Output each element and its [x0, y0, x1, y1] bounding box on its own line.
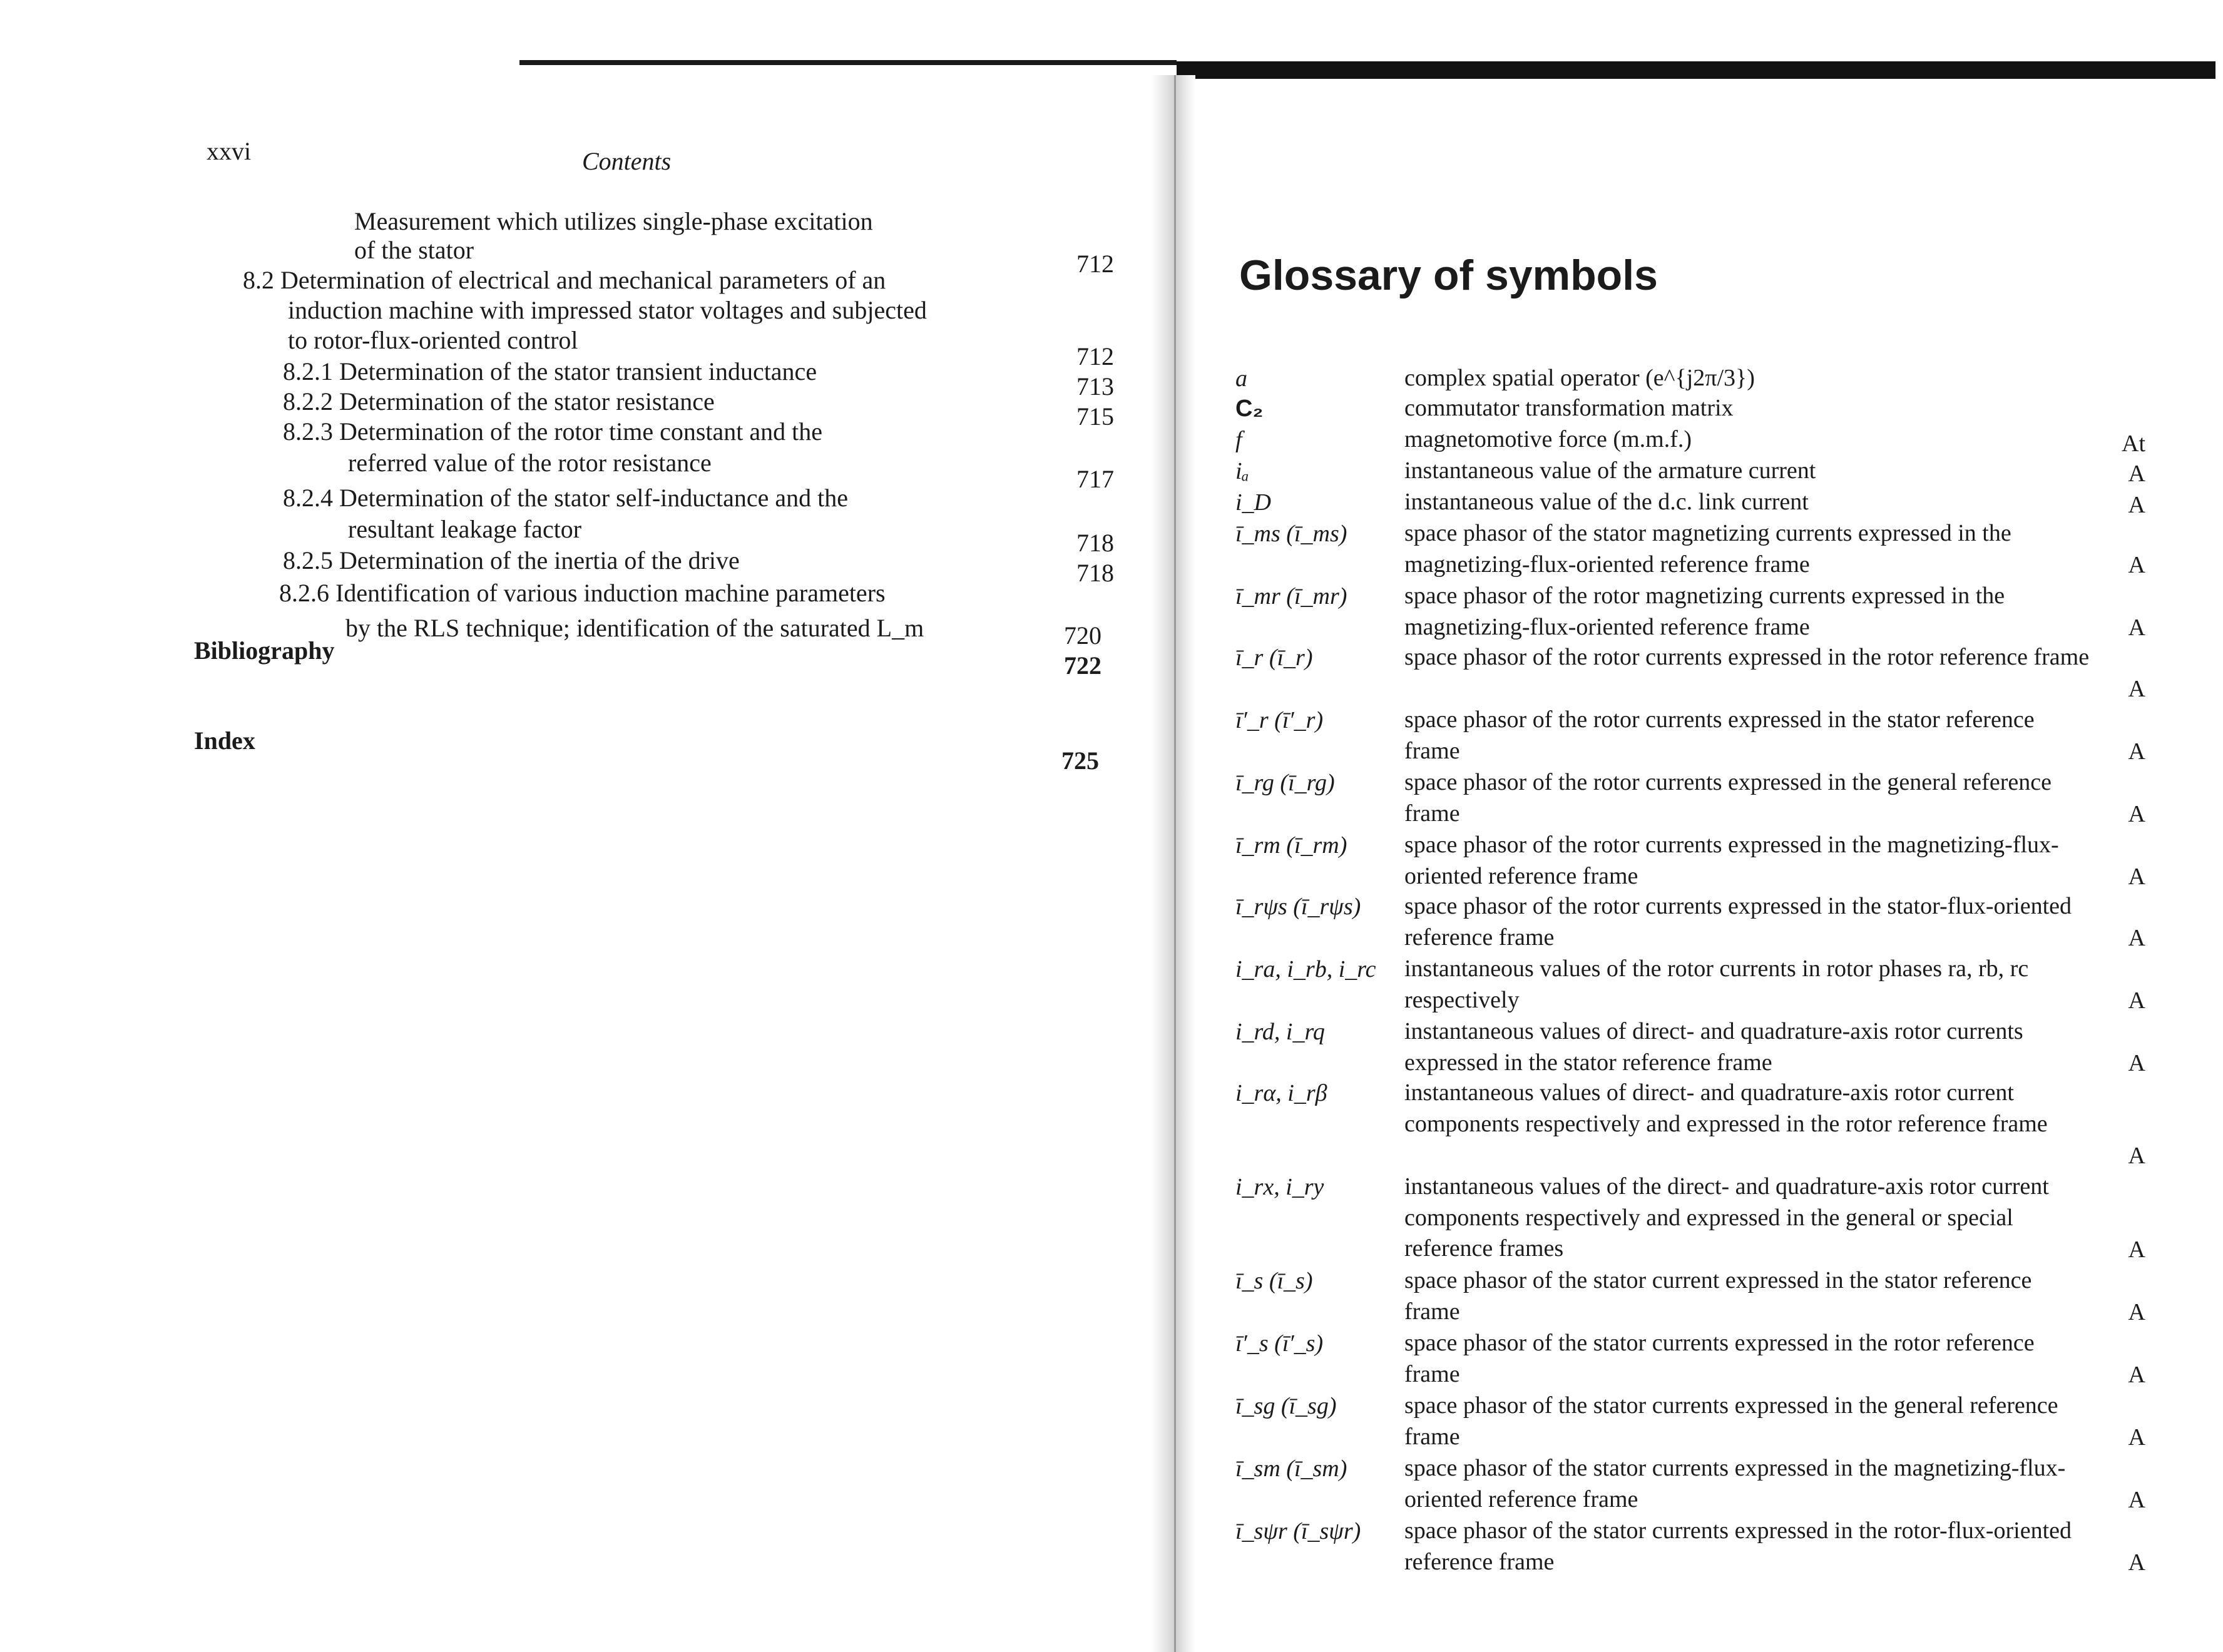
glossary-description: space phasor of the stator magnetizing currents expressed in the magnetizing-flux-oriented reference frame — [1404, 520, 2011, 578]
top-rule-right — [1177, 61, 2215, 79]
glossary-description: space phasor of the stator currents expressed in the rotor-flux-oriented reference frame — [1404, 1517, 2072, 1575]
glossary-symbol: i_D — [1235, 489, 1271, 516]
glossary-description: space phasor of the rotor currents expressed in the general reference frame — [1404, 769, 2052, 827]
toc-entry-text: 8.2.5 Determination of the inertia of the drive — [283, 546, 740, 574]
toc-entry-text: resultant leakage factor — [348, 515, 582, 543]
glossary-symbol: ī′_s (ī′_s) — [1235, 1330, 1324, 1357]
glossary-description: space phasor of the stator current expressed in the stator reference frame — [1404, 1267, 2032, 1325]
toc-entry-text: 8.2.6 Identification of various induction machine parameters — [279, 579, 886, 607]
toc-entry-text: of the stator — [354, 236, 474, 264]
glossary-symbol: ī_r (ī_r) — [1235, 645, 1313, 671]
glossary-symbol: C₂ — [1235, 395, 1264, 422]
glossary-symbol: ī_rm (ī_rm) — [1235, 832, 1347, 859]
glossary-symbol: ī_s (ī_s) — [1235, 1268, 1313, 1294]
toc-entry-text: Bibliography — [194, 636, 335, 665]
toc-entry-text: referred value of the rotor resistance — [348, 449, 712, 477]
running-head: Contents — [582, 147, 672, 175]
glossary-description: instantaneous values of the rotor currents in rotor phases ra, rb, rc respectively — [1404, 956, 2029, 1013]
glossary-description: space phasor of the rotor currents expressed in the rotor reference frame — [1404, 644, 2090, 670]
glossary-description: magnetomotive force (m.m.f.) — [1404, 426, 1692, 452]
toc-entry-text: 8.2.3 Determination of the rotor time constant and the — [283, 417, 822, 446]
glossary-description: instantaneous value of the armature current — [1404, 457, 1816, 484]
glossary-unit: A — [2128, 461, 2145, 487]
glossary-description: commutator transformation matrix — [1404, 395, 1734, 421]
glossary-symbol: ī_sg (ī_sg) — [1235, 1393, 1337, 1419]
glossary-description: space phasor of the rotor currents expressed in the stator reference frame — [1404, 706, 2035, 764]
glossary-description: instantaneous value of the d.c. link current — [1404, 489, 1809, 515]
glossary-symbol: iₐ — [1235, 458, 1249, 484]
glossary-symbol: i_rx, i_ry — [1235, 1174, 1324, 1200]
glossary-unit: A — [2128, 1487, 2145, 1513]
glossary-unit: At — [2122, 431, 2145, 457]
glossary-unit: A — [2128, 1299, 2145, 1325]
glossary-symbol: ī′_r (ī′_r) — [1235, 707, 1324, 733]
glossary-description: space phasor of the rotor currents expressed in the magnetizing-flux-oriented reference frame — [1404, 832, 2059, 889]
toc-page-number: 715 — [1076, 402, 1114, 431]
glossary-description: space phasor of the stator currents expressed in the magnetizing-flux-oriented reference frame — [1404, 1455, 2066, 1512]
glossary-symbol: ī_rψs (ī_rψs) — [1235, 894, 1361, 920]
book-gutter — [1152, 75, 1195, 1652]
glossary-unit: A — [2128, 552, 2145, 578]
toc-entry-text: 8.2 Determination of electrical and mechanical parameters of an — [243, 266, 886, 294]
toc-page-number: 725 — [1061, 747, 1099, 775]
glossary-symbol: ī_ms (ī_ms) — [1235, 521, 1347, 547]
page-folio: xxvi — [207, 137, 252, 165]
top-rule-left — [519, 60, 1177, 65]
glossary-description: space phasor of the rotor currents expressed in the stator-flux-oriented reference frame — [1404, 893, 2072, 951]
toc-page-number: 718 — [1076, 559, 1114, 587]
glossary-symbol: i_rα, i_rβ — [1235, 1080, 1327, 1106]
glossary-unit: A — [2128, 1424, 2145, 1451]
glossary-unit: A — [2128, 987, 2145, 1014]
toc-entry-text: 8.2.4 Determination of the stator self-inductance and the — [283, 484, 849, 512]
glossary-description: instantaneous values of direct- and quadrature-axis rotor current components respectively and expressed in the rotor reference frame — [1404, 1079, 2048, 1137]
glossary-unit: A — [2128, 864, 2145, 890]
toc-page-number: 718 — [1076, 529, 1114, 557]
toc-entry-text: to rotor-flux-oriented control — [288, 326, 578, 354]
glossary-symbol: ī_rg (ī_rg) — [1235, 770, 1335, 796]
toc-entry-text: 8.2.2 Determination of the stator resistance — [283, 387, 715, 416]
glossary-unit: A — [2128, 1143, 2145, 1169]
glossary-description: instantaneous values of the direct- and quadrature-axis rotor current components respectively and expressed in the general or special reference frames — [1404, 1173, 2049, 1262]
glossary-symbol: ī_sψr (ī_sψr) — [1235, 1518, 1361, 1544]
glossary-symbol: i_rd, i_rq — [1235, 1019, 1325, 1045]
toc-page-number: 712 — [1076, 250, 1114, 278]
glossary-unit: A — [2128, 1236, 2145, 1263]
toc-entry-text: Measurement which utilizes single-phase excitation — [354, 207, 873, 235]
glossary-unit: A — [2128, 1362, 2145, 1388]
glossary-description: instantaneous values of direct- and quadrature-axis rotor currents expressed in the stator reference frame — [1404, 1018, 2023, 1076]
glossary-symbol: f — [1235, 427, 1242, 453]
glossary-symbol: ī_mr (ī_mr) — [1235, 583, 1347, 609]
toc-page-number: 722 — [1064, 651, 1101, 680]
glossary-unit: A — [2128, 1050, 2145, 1076]
glossary-symbol: i_ra, i_rb, i_rc — [1235, 956, 1376, 982]
toc-page-number: 717 — [1076, 465, 1114, 493]
toc-page-number: 712 — [1076, 342, 1114, 370]
glossary-description: space phasor of the stator currents expressed in the rotor reference frame — [1404, 1330, 2035, 1387]
toc-entry-text: by the RLS technique; identification of the saturated L_m — [345, 614, 924, 642]
glossary-unit: A — [2128, 801, 2145, 827]
glossary-unit: A — [2128, 676, 2145, 702]
glossary-title: Glossary of symbols — [1239, 252, 1658, 299]
glossary-symbol: ī_sm (ī_sm) — [1235, 1456, 1347, 1482]
glossary-description: complex spatial operator (e^{j2π/3}) — [1404, 365, 1755, 391]
glossary-unit: A — [2128, 925, 2145, 951]
toc-page-number: 713 — [1076, 372, 1114, 400]
toc-page-number: 720 — [1064, 621, 1101, 650]
toc-entry-text: Index — [194, 727, 255, 755]
glossary-symbol: a — [1235, 365, 1247, 392]
glossary-description: space phasor of the rotor magnetizing currents expressed in the magnetizing-flux-oriented reference frame — [1404, 583, 2005, 640]
glossary-unit: A — [2128, 738, 2145, 765]
glossary-description: space phasor of the stator currents expressed in the general reference frame — [1404, 1392, 2058, 1450]
gutter-line — [1174, 75, 1176, 1652]
glossary-unit: A — [2128, 492, 2145, 518]
glossary-unit: A — [2128, 1549, 2145, 1576]
toc-entry-text: induction machine with impressed stator voltages and subjected — [288, 296, 927, 324]
toc-entry-text: 8.2.1 Determination of the stator transient inductance — [283, 357, 817, 385]
glossary-unit: A — [2128, 614, 2145, 641]
